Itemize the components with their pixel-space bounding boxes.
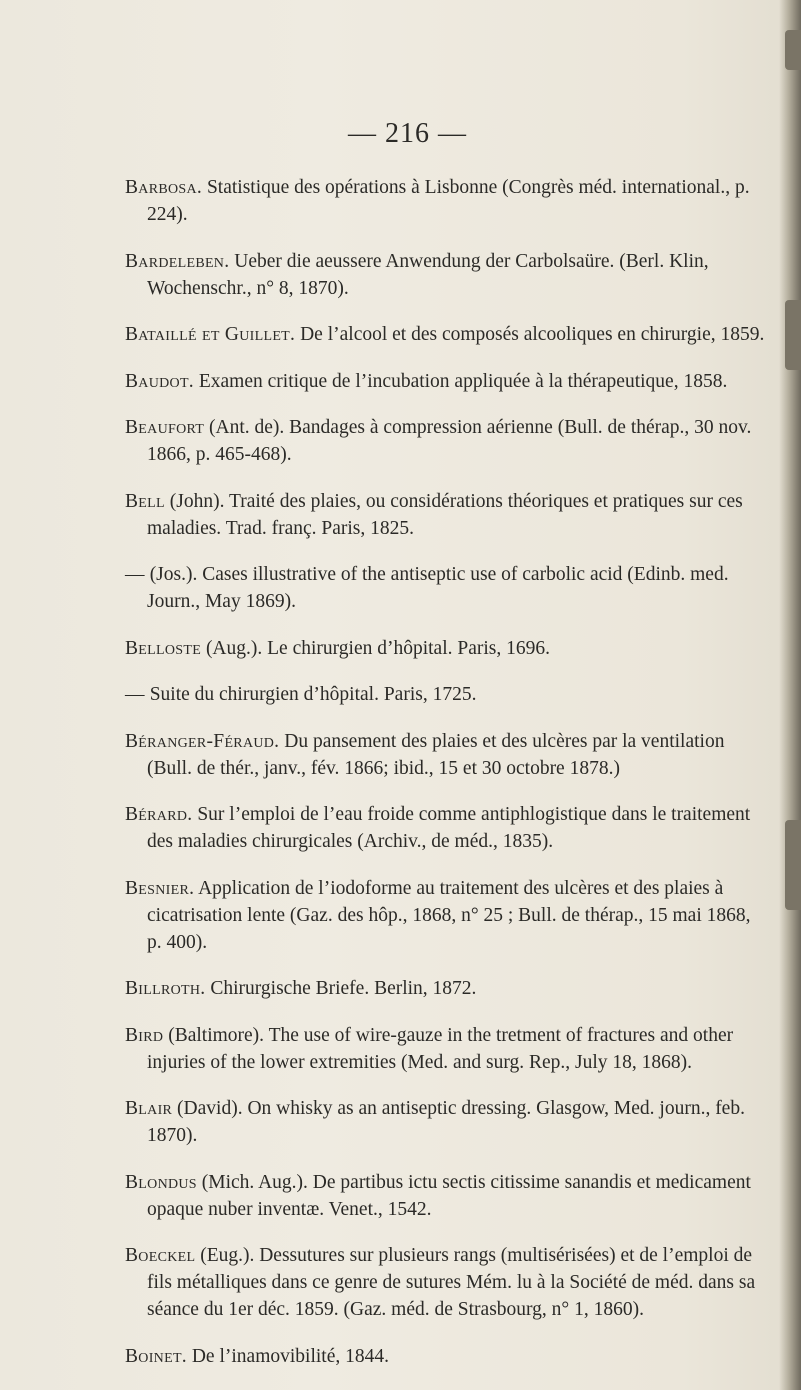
page-edge-mark [785, 300, 801, 370]
entry-text: De l’inamovibilité, 1844. [186, 1345, 389, 1367]
bibliography-entry [125, 488, 765, 542]
bibliography-entry [125, 561, 765, 615]
bibliography-entry [125, 875, 765, 956]
entry-text: (Baltimore). The use of wire-gauze in the tretment of fractures and other injuries of the lower extremities (Med. and surg. Rep., July 18, 1868). [147, 1024, 734, 1073]
entry-author: Baudot. [125, 370, 194, 392]
entry-text: Ueber die aeussere Anwendung der Carbolsaüre. (Berl. Klin, Wochenschr., n° 8, 1870). [147, 250, 709, 299]
entry-text: (Mich. Aug.). De partibus ictu sectis citissime sanandis et medicament opaque nuber inventæ. Venet., 1542. [147, 1171, 751, 1220]
entry-text: (Eug.). Dessutures sur plusieurs rangs (multisérisées) et de l’emploi de fils métalliques dans ce genre de sutures Mém. lu à la Société de méd. dans sa séance du 1er déc. 1859. (Gaz. méd. de Strasbourg, n° 1, 1860). [147, 1245, 756, 1320]
entry-author: Béranger-Féraud. [125, 730, 280, 752]
entry-text: (Ant. de). Bandages à compression aérienne (Bull. de thérap., 30 nov. 1866, p. 465-468). [147, 417, 752, 465]
bibliography-entry [125, 975, 765, 1002]
entry-author: Belloste [125, 637, 202, 659]
entry-author: Bird [125, 1024, 164, 1046]
page-edge-shadow [779, 0, 801, 1390]
bibliography-entry [125, 1022, 765, 1076]
entry-text: (David). On whisky as an antiseptic dressing. Glasgow, Med. journ., feb. 1870). [147, 1098, 745, 1146]
entry-author: Beaufort [125, 417, 205, 438]
entry-author: Billroth. [125, 978, 206, 999]
entry-author: Bardeleben. [125, 250, 230, 272]
bibliography-entry [125, 681, 765, 708]
bibliography-entry [125, 321, 765, 348]
entry-author: Blair [125, 1098, 173, 1119]
bibliography-list [125, 174, 765, 1376]
entry-text: (Aug.). Le chirurgien d’hôpital. Paris, 1696. [201, 637, 551, 659]
entry-author: Bataillé et Guillet. [125, 324, 296, 345]
entry-author: Bell [125, 490, 165, 512]
entry-text: Du pansement des plaies et des ulcères par la ventilation (Bull. de thér., janv., fév. 1866; ibid., 15 et 30 octobre 1878.) [147, 730, 725, 779]
bibliography-entry [125, 1343, 765, 1370]
bibliography-entry [125, 1169, 765, 1223]
entry-author: Bérard. [125, 804, 193, 825]
page-edge-mark [785, 30, 801, 70]
entry-author: Blondus [125, 1171, 197, 1193]
entry-text: Chirurgische Briefe. Berlin, 1872. [205, 978, 477, 999]
bibliography-entry [125, 174, 765, 228]
page-number: — 216 — [348, 118, 467, 149]
entry-author: Besnier. [125, 877, 195, 899]
entry-author: Boinet. [125, 1345, 187, 1367]
entry-author: Boeckel [125, 1245, 196, 1266]
entry-text: Application de l’iodoforme au traitement des ulcères et des plaies à cicatrisation lente (Gaz. des hôp., 1868, n° 25 ; Bull. de thérap., 15 mai 1868, p. 400). [147, 877, 751, 953]
bibliography-entry [125, 801, 765, 855]
bibliography-entry [125, 368, 765, 395]
bibliography-entry [125, 635, 765, 662]
bibliography-entry [125, 414, 765, 468]
entry-text: Suite du chirurgien d’hôpital. Paris, 1725. [144, 684, 477, 705]
bibliography-entry [125, 1095, 765, 1149]
entry-text: Sur l’emploi de l’eau froide comme antiphlogistique dans le traitement des maladies chirurgicales (Archiv., de méd., 1835). [147, 804, 751, 852]
entry-author: — [125, 684, 145, 705]
page-edge-mark [785, 820, 801, 910]
bibliography-entry [125, 248, 765, 302]
bibliography-entry [125, 1242, 765, 1323]
entry-text: (John). Traité des plaies, ou considérations théoriques et pratiques sur ces maladies. Trad. franç. Paris, 1825. [147, 490, 743, 539]
entry-author: — [125, 564, 145, 585]
entry-text: Examen critique de l’incubation appliquée à la thérapeutique, 1858. [193, 370, 728, 392]
entry-text: (Jos.). Cases illustrative of the antiseptic use of carbolic acid (Edinb. med. Journ., May 1869). [144, 564, 729, 612]
bibliography-entry [125, 728, 765, 782]
entry-text: Statistique des opérations à Lisbonne (Congrès méd. international., p. 224). [147, 177, 750, 225]
entry-author: Barbosa. [125, 177, 203, 198]
entry-text: De l’alcool et des composés alcooliques en chirurgie, 1859. [295, 324, 765, 345]
